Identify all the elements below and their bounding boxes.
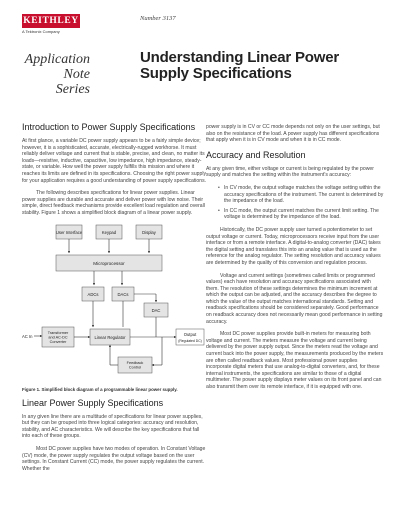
ac-in-label: AC In <box>22 333 33 339</box>
dac-label: DAC <box>151 307 161 313</box>
accuracy-paragraph-2: Historically, the DC power supply user turned a potentiometer to set output voltage or current. Today, microprocessors receive input from the user interface or from a remote interface. A digital-to-analog converter (DAC) takes the digital setting and translates this into an analog value that is used as the reference for the analog regulator. The setting resolution and accuracy values are determined by the quality of this conversion and regulation process. <box>206 226 381 266</box>
series-line-1: Application Note <box>24 52 90 82</box>
transformer-label: Transformer and AC-DC Converter <box>47 330 69 344</box>
series-line-2: Series <box>55 82 90 97</box>
left-column <box>22 122 207 478</box>
output-label: Output <box>183 331 197 337</box>
continued-paragraph: power supply is in CV or CC mode depends not only on the user settings, but also on the resistance of the load. A power supply has different specifications that apply when it is in CV mode and when it is in CC mode. <box>206 124 380 144</box>
feedback-control-label: Feedback Control <box>126 360 144 370</box>
logo-subtitle: A Tektronix Company <box>22 29 60 34</box>
block-diagram-figure <box>22 223 207 383</box>
accuracy-heading: Accuracy and Resolution <box>206 149 306 160</box>
document-title: Understanding Linear Power Supply Specifications <box>140 49 339 82</box>
output-sub-label: (Regulated DC) <box>178 338 202 343</box>
right-column <box>206 124 384 397</box>
intro-paragraph-2: The following describes specifications for linear power supplies. Linear power supplies are durable and accurate and deliver power with low noise. Their simple, direct feedback mechanisms provide excellent load regulation and overall stability. Figure 1 shows a simplified block diagram of a linear power supply. <box>22 190 205 216</box>
keypad-label: Keypad <box>101 229 117 235</box>
figure-caption: Figure 1. Simplified block diagram of a programmable linear power supply. <box>22 386 178 392</box>
linear-regulator-label: Linear Regulator <box>94 334 126 340</box>
mode-bullet-list <box>218 185 384 221</box>
adcs-label: ADCs <box>87 291 99 297</box>
application-note-number: Number 3137 <box>140 15 176 22</box>
block-diagram <box>22 223 207 383</box>
intro-heading: Introduction to Power Supply Specifications <box>22 122 196 132</box>
microprocessor-label: Microprocessor <box>93 260 125 266</box>
bullet-cv-mode: • In CV mode, the output voltage matches the voltage setting within the accuracy specifications of the instrument. The current is determined by the impedance of the load. <box>218 185 384 205</box>
bullet-cc-mode: • In CC mode, the output current matches the current limit setting. The voltage is determined by the impedance of the load. <box>218 208 384 221</box>
accuracy-paragraph-1: At any given time, either voltage or current is being regulated by the power supply and matches the setting within the instrument's accuracy: <box>206 165 374 179</box>
intro-paragraph-1: At first glance, a variable DC power supply appears to be a fairly simple device; however, it is a sophisticated, accurate, electrically-rugged workhorse. It must reliably deliver voltage and current that is stable, precise, and clean, no matter its loads—resistive, inductive, capacitive, low impedance, high impedance, steady-state, or variable. How well the power supply fulfills this mission and where it reaches its limits are defined in its specifications. Choosing the right power supply for your application requires a good understanding of power supply specifications. <box>22 138 207 184</box>
accuracy-paragraph-3: Voltage and current settings (sometimes called limits or programmed values) each have resolution and accuracy specifications associated with them. The resolution of these settings determines the minimum increment at which the output can be adjusted, and the accuracy describes the degree to which the value of the output matches international standards. Setting and readback specifications should be considered separately. Good performance on readback accuracy does not necessarily mean good performance in setting accuracy. <box>206 272 383 325</box>
linear-specs-paragraph-2: Most DC power supplies have two modes of operation. In Constant Voltage (CV) mode, the power supply regulates the output voltage based on the user settings. In Constant Current (CC) mode, the power supply regulates the current. Whether the <box>22 445 206 472</box>
user-interface-label: User Interface <box>55 229 83 235</box>
keithley-logo <box>22 14 80 38</box>
accuracy-paragraph-4: Most DC power supplies provide built-in meters for measuring both voltage and current. The meters measure the voltage and current being delivered by the power supply output. Since the meters read the voltage and current back into the power supply, the measurements produced by the meters are often called readback values. Most professional power supplies incorporate digital meters that use analog-to-digital converters, and, for these internal instruments, the specifications are similar to those of a digital multimeter. The power supply displays meter values on its front panel and can also transmit them over its remote interface, if it is equipped with one. <box>206 331 384 390</box>
linear-specs-paragraph-1: In any given line there are a multitude of specifications for linear power supplies, but they can be grouped into three logical categories: accuracy and resolution, stability, and AC characteristics. We will describe the key specifications that fall into each of these groups. <box>22 413 203 440</box>
series-label <box>20 52 90 97</box>
logo-wordmark: KEITHLEY <box>23 16 79 26</box>
linear-specs-heading: Linear Power Supply Specifications <box>22 397 164 408</box>
display-label: Display <box>142 229 156 235</box>
dacs-label: DACs <box>117 291 129 297</box>
